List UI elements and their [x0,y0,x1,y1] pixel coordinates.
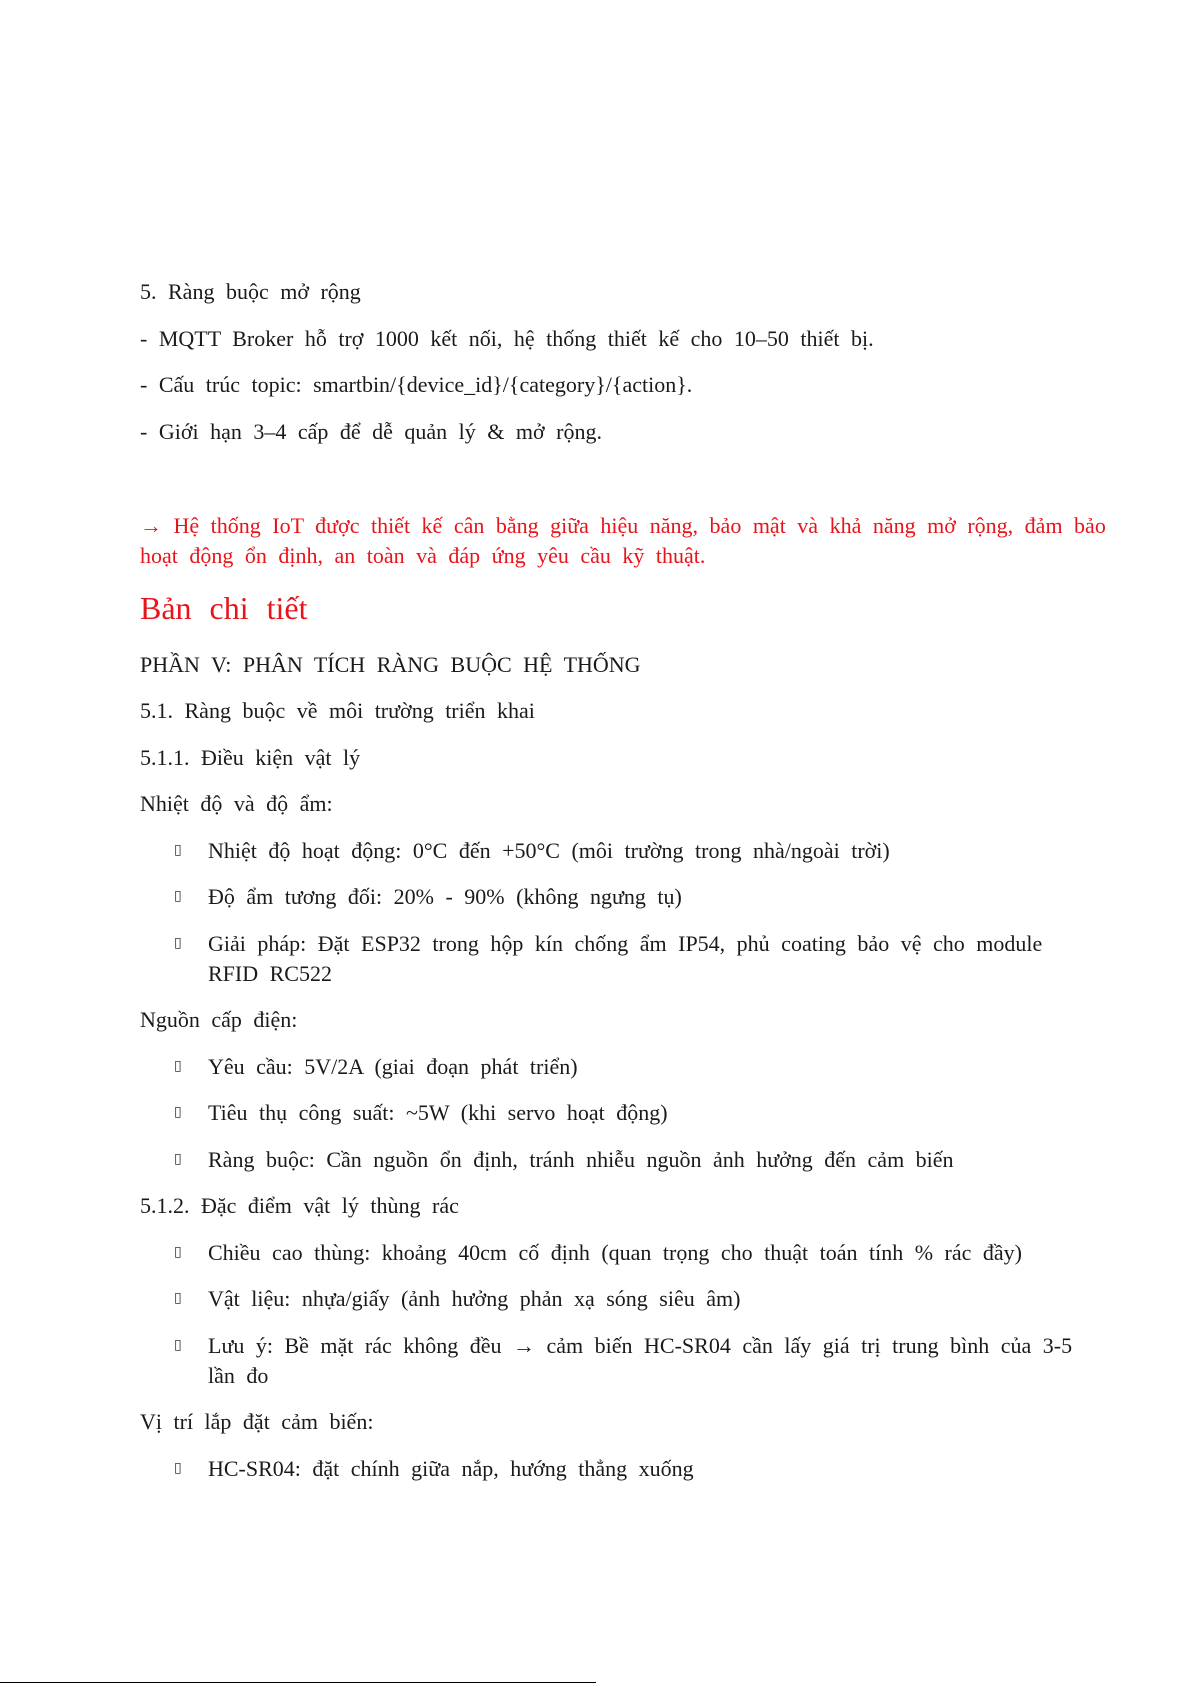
bullet-icon: ▯ [174,1338,182,1353]
group-label: Vị trí lắp đặt cảm biến: [140,1409,374,1434]
bullet-item: Giải pháp: Đặt ESP32 trong hộp kín chống ẩm IP54, phủ coating bảo vệ cho module [208,931,1043,956]
paragraph-line: - MQTT Broker hỗ trợ 1000 kết nối, hệ thống thiết kế cho 10–50 thiết bị. [140,326,874,351]
conclusion-line: → Hệ thống IoT được thiết kế cân bằng giữa hiệu năng, bảo mật và khả năng mở rộng, đảm bảo [140,513,1106,538]
bullet-item: Chiều cao thùng: khoảng 40cm cố định (quan trọng cho thuật toán tính % rác đầy) [208,1240,1022,1265]
bullet-item: Yêu cầu: 5V/2A (giai đoạn phát triển) [208,1054,578,1079]
bullet-item: Nhiệt độ hoạt động: 0°C đến +50°C (môi trường trong nhà/ngoài trời) [208,838,890,863]
group-label: Nhiệt độ và độ ẩm: [140,791,333,816]
bullet-item: Lưu ý: Bề mặt rác không đều → cảm biến HC-SR04 cần lấy giá trị trung bình của 3-5 [208,1333,1073,1358]
bullet-item: Vật liệu: nhựa/giấy (ảnh hưởng phản xạ sóng siêu âm) [208,1286,741,1311]
bullet-icon: ▯ [174,1152,182,1167]
bullet-icon: ▯ [174,1461,182,1476]
bullet-item: Độ ẩm tương đối: 20% - 90% (không ngưng tụ) [208,884,682,909]
bullet-icon: ▯ [174,936,182,951]
subsection-heading: 5.1.1. Điều kiện vật lý [140,745,361,770]
bullet-icon: ▯ [174,843,182,858]
detail-heading: Bản chi tiết [140,590,308,626]
bullet-icon: ▯ [174,1059,182,1074]
bullet-icon: ▯ [174,1105,182,1120]
subsection-heading: 5.1.2. Đặc điểm vật lý thùng rác [140,1193,459,1218]
subsection-heading: 5.1. Ràng buộc về môi trường triển khai [140,698,535,723]
section-heading: 5. Ràng buộc mở rộng [140,279,361,304]
bullet-icon: ▯ [174,1291,182,1306]
paragraph-line: - Cấu trúc topic: smartbin/{device_id}/{category}/{action}. [140,372,693,397]
bullet-item-continuation: lần đo [208,1363,269,1388]
footnote-divider [0,1682,596,1683]
bullet-item: Tiêu thụ công suất: ~5W (khi servo hoạt động) [208,1100,668,1125]
bullet-item: Ràng buộc: Cần nguồn ổn định, tránh nhiễu nguồn ảnh hưởng đến cảm biến [208,1147,954,1172]
paragraph-line: - Giới hạn 3–4 cấp để dễ quản lý & mở rộng. [140,419,602,444]
part-title: PHẦN V: PHÂN TÍCH RÀNG BUỘC HỆ THỐNG [140,652,641,677]
group-label: Nguồn cấp điện: [140,1007,298,1032]
bullet-icon: ▯ [174,889,182,904]
bullet-item: HC-SR04: đặt chính giữa nắp, hướng thẳng xuống [208,1456,694,1481]
conclusion-line: hoạt động ổn định, an toàn và đáp ứng yêu cầu kỹ thuật. [140,543,706,568]
bullet-icon: ▯ [174,1245,182,1260]
bullet-item-continuation: RFID RC522 [208,961,332,986]
